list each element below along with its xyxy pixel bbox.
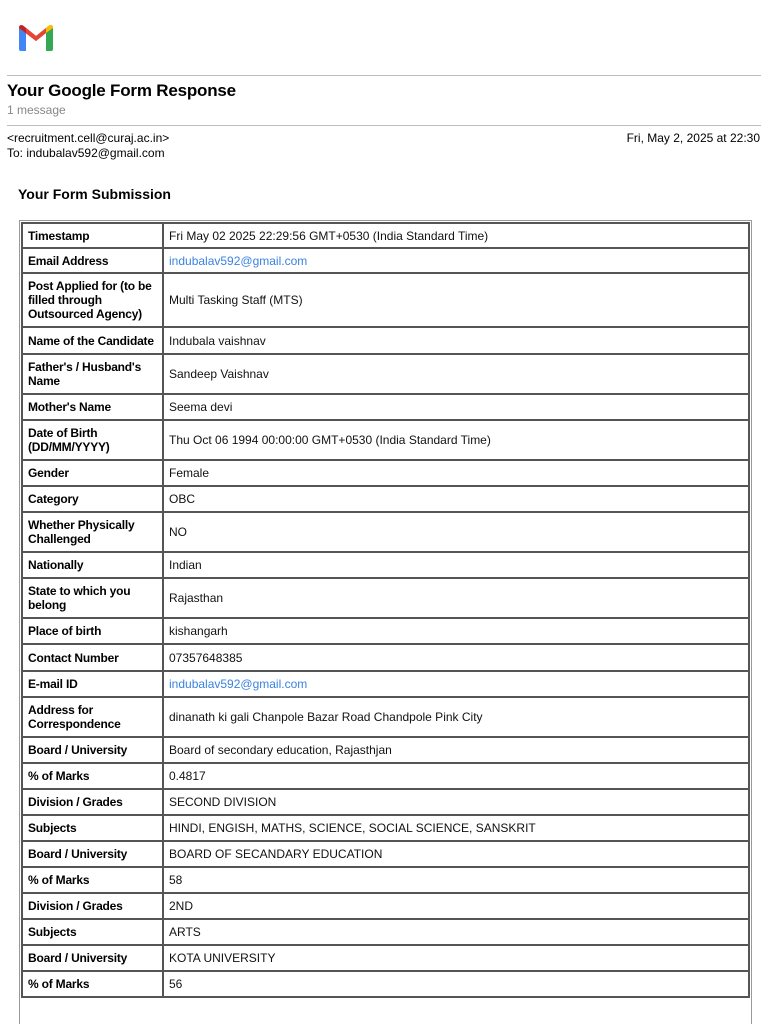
table-row bbox=[22, 697, 749, 737]
table-row bbox=[22, 671, 749, 697]
field-label: Place of birth bbox=[22, 618, 163, 644]
table-row bbox=[22, 867, 749, 893]
table-row bbox=[22, 971, 749, 997]
field-value: Multi Tasking Staff (MTS) bbox=[163, 273, 749, 327]
form-response-table bbox=[21, 222, 750, 998]
field-value: KOTA UNIVERSITY bbox=[163, 945, 749, 971]
field-value: dinanath ki gali Chanpole Bazar Road Chandpole Pink City bbox=[163, 697, 749, 737]
table-row bbox=[22, 223, 749, 248]
table-row bbox=[22, 578, 749, 618]
field-label: Division / Grades bbox=[22, 789, 163, 815]
table-row bbox=[22, 552, 749, 578]
field-label: Timestamp bbox=[22, 223, 163, 248]
field-label: Date of Birth (DD/MM/YYYY) bbox=[22, 420, 163, 460]
table-row bbox=[22, 394, 749, 420]
table-row bbox=[22, 789, 749, 815]
form-heading: Your Form Submission bbox=[18, 186, 171, 202]
table-row bbox=[22, 763, 749, 789]
field-value: kishangarh bbox=[163, 618, 749, 644]
field-label: % of Marks bbox=[22, 971, 163, 997]
field-label: Contact Number bbox=[22, 644, 163, 671]
field-label: State to which you belong bbox=[22, 578, 163, 618]
field-value: NO bbox=[163, 512, 749, 552]
field-value: 56 bbox=[163, 971, 749, 997]
field-value: BOARD OF SECANDARY EDUCATION bbox=[163, 841, 749, 867]
field-value: Fri May 02 2025 22:29:56 GMT+0530 (India Standard Time) bbox=[163, 223, 749, 248]
field-label: Address for Correspondence bbox=[22, 697, 163, 737]
field-label: Board / University bbox=[22, 737, 163, 763]
field-value: 58 bbox=[163, 867, 749, 893]
field-value: SECOND DIVISION bbox=[163, 789, 749, 815]
field-label: Division / Grades bbox=[22, 893, 163, 919]
field-value: 0.4817 bbox=[163, 763, 749, 789]
email-date: Fri, May 2, 2025 at 22:30 bbox=[626, 131, 760, 145]
field-label: Father's / Husband's Name bbox=[22, 354, 163, 394]
field-value: Female bbox=[163, 460, 749, 486]
field-label: Name of the Candidate bbox=[22, 327, 163, 354]
field-label: Gender bbox=[22, 460, 163, 486]
field-value: Indubala vaishnav bbox=[163, 327, 749, 354]
table-row bbox=[22, 327, 749, 354]
table-row bbox=[22, 420, 749, 460]
field-label: Subjects bbox=[22, 815, 163, 841]
gmail-logo-icon bbox=[16, 22, 56, 52]
table-row bbox=[22, 460, 749, 486]
field-label: Board / University bbox=[22, 945, 163, 971]
field-label: Subjects bbox=[22, 919, 163, 945]
field-value: Seema devi bbox=[163, 394, 749, 420]
table-row bbox=[22, 945, 749, 971]
table-row bbox=[22, 618, 749, 644]
field-value: HINDI, ENGISH, MATHS, SCIENCE, SOCIAL SCIENCE, SANSKRIT bbox=[163, 815, 749, 841]
table-row bbox=[22, 354, 749, 394]
field-value: Thu Oct 06 1994 00:00:00 GMT+0530 (India Standard Time) bbox=[163, 420, 749, 460]
table-row bbox=[22, 815, 749, 841]
table-row bbox=[22, 644, 749, 671]
form-response-container bbox=[19, 220, 752, 1024]
table-row bbox=[22, 273, 749, 327]
field-label: Category bbox=[22, 486, 163, 512]
table-row bbox=[22, 512, 749, 552]
field-value: ARTS bbox=[163, 919, 749, 945]
table-row bbox=[22, 893, 749, 919]
table-row bbox=[22, 248, 749, 273]
email-link[interactable]: indubalav592@gmail.com bbox=[163, 671, 749, 697]
field-label: % of Marks bbox=[22, 763, 163, 789]
header-divider bbox=[7, 75, 761, 76]
field-label: % of Marks bbox=[22, 867, 163, 893]
field-label: Post Applied for (to be filled through Outsourced Agency) bbox=[22, 273, 163, 327]
field-value: 2ND bbox=[163, 893, 749, 919]
subject-divider bbox=[7, 125, 761, 126]
sender-block bbox=[7, 131, 169, 161]
table-row bbox=[22, 486, 749, 512]
field-value: Board of secondary education, Rajasthjan bbox=[163, 737, 749, 763]
table-row bbox=[22, 841, 749, 867]
field-label: Whether Physically Challenged bbox=[22, 512, 163, 552]
message-count: 1 message bbox=[7, 103, 66, 117]
field-value: Rajasthan bbox=[163, 578, 749, 618]
field-value: Indian bbox=[163, 552, 749, 578]
email-link[interactable]: indubalav592@gmail.com bbox=[163, 248, 749, 273]
field-value: 07357648385 bbox=[163, 644, 749, 671]
email-subject: Your Google Form Response bbox=[7, 81, 236, 100]
table-row bbox=[22, 919, 749, 945]
field-label: Nationally bbox=[22, 552, 163, 578]
table-row bbox=[22, 737, 749, 763]
field-value: OBC bbox=[163, 486, 749, 512]
to-address: To: indubalav592@gmail.com bbox=[7, 146, 165, 160]
field-value: Sandeep Vaishnav bbox=[163, 354, 749, 394]
field-label: Email Address bbox=[22, 248, 163, 273]
field-label: Mother's Name bbox=[22, 394, 163, 420]
field-label: E-mail ID bbox=[22, 671, 163, 697]
field-label: Board / University bbox=[22, 841, 163, 867]
from-address: <recruitment.cell@curaj.ac.in> bbox=[7, 131, 170, 145]
